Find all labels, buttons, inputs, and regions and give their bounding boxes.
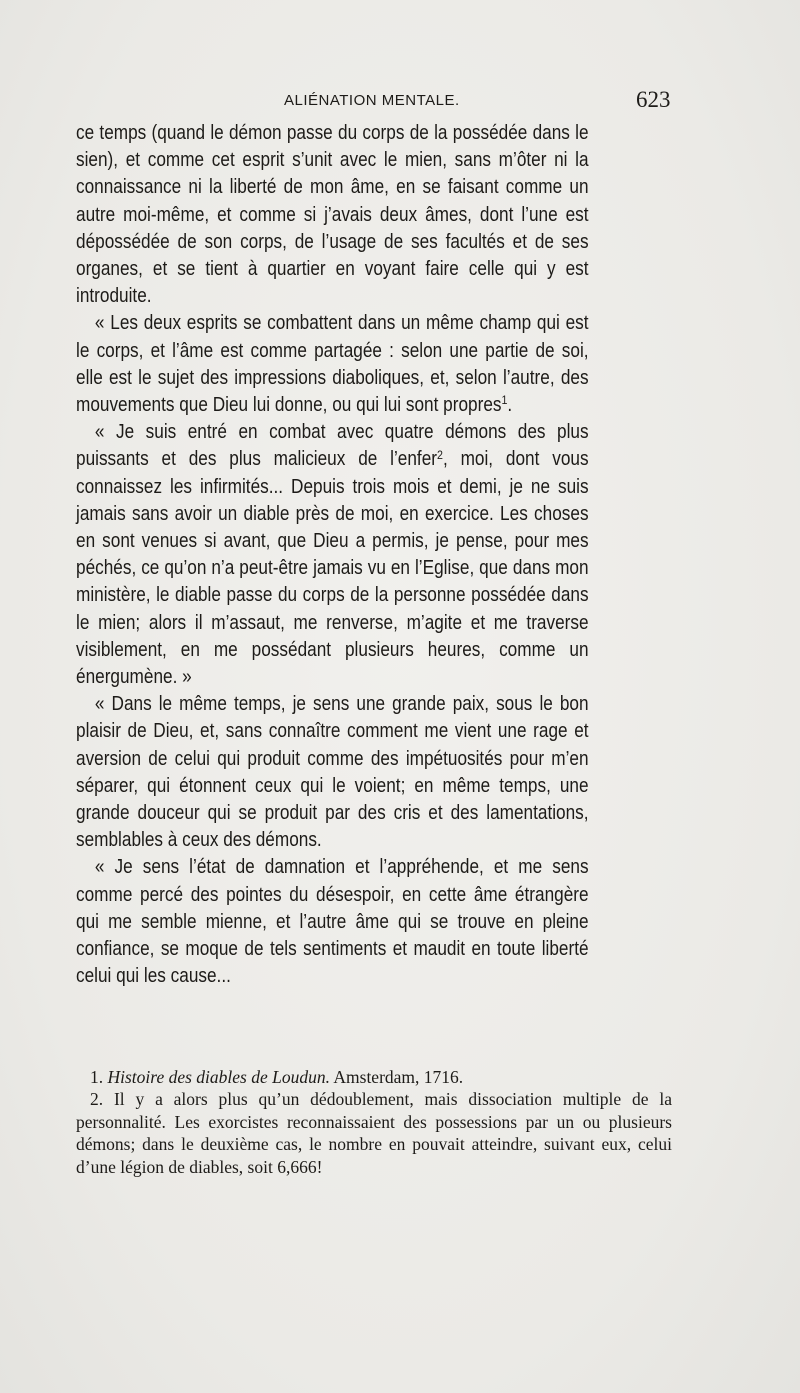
running-header bbox=[0, 86, 800, 116]
paragraph-text: « Dans le même temps, je sens une grande paix, sous le bon plaisir de Dieu, et, sans connaître comment me vient une rage et aversion de celui qui produit comme des impétuosités pour m’en séparer, qui étonnent ceux qui le voient; en même temps, une grande douceur qui se produit par des cris et des lamentations, semblables à ceux des démons. bbox=[76, 693, 589, 852]
paragraph bbox=[76, 120, 589, 310]
footnote-title: Histoire des diables de Loudun. bbox=[107, 1067, 330, 1087]
footnote-reference: 2 bbox=[437, 447, 443, 462]
paragraph-text: ce temps (quand le démon passe du corps de la possédée dans le sien), et comme cet esprit s’unit avec le mien, sans m’ôter ni la connaissance ni la liberté de mon âme, en se faisant comme un autre moi-même, et comme si j’avais deux âmes, dont l’une est dépossédée de son corps, de l’usage de ses facultés et de ses organes, et se tient à quartier en voyant faire celle qui y est introduite. bbox=[76, 122, 589, 308]
paragraph-text: « Les deux esprits se combattent dans un même champ qui est le corps, et l’âme est comme partagée : selon une partie de soi, elle est le sujet des impressions diaboliques, et, selon l’autre, des mouvements que Dieu lui donne, ou qui lui sont propres bbox=[76, 312, 589, 417]
paragraph-text: « Je sens l’état de damnation et l’appréhende, et me sens comme percé des pointes du désespoir, en cette âme étrangère qui me semble mienne, et l’autre âme qui se trouve en pleine confiance, se moque de tels sentiments et maudit en toute liberté celui qui les cause... bbox=[76, 856, 589, 988]
page-number: 623 bbox=[636, 87, 671, 112]
footnote-text: Amsterdam, 1716. bbox=[329, 1067, 464, 1087]
paragraph bbox=[76, 691, 589, 854]
footnotes bbox=[76, 1066, 672, 1178]
paragraph-text: « Je suis entré en combat avec quatre démons des plus puissants et des plus malicieux de l’enfer bbox=[76, 421, 589, 471]
paragraph-text: , moi, dont vous connaissez les infirmités... Depuis trois mois et demi, je ne suis jamais sans avoir un diable près de moi, en exercice. Les choses en sont venues si avant, que Dieu a permis, je pense, pour mes péchés, ce qu’on n’a peut-être jamais vu en l’Eglise, que dans mon ministère, le diable passe du corps de la personne possédée dans le mien; alors il m’assaut, me renverse, m’agite et me traverse visiblement, en me possédant plusieurs heures, comme un énergumène. » bbox=[76, 448, 589, 689]
paragraph bbox=[76, 419, 589, 691]
paragraph bbox=[76, 310, 589, 419]
footnote-reference: 1 bbox=[501, 393, 508, 408]
paragraph-text: . bbox=[507, 394, 513, 417]
paragraph bbox=[76, 854, 589, 990]
footnote-number: 1. bbox=[90, 1067, 104, 1087]
running-title: ALIÉNATION MENTALE. bbox=[284, 92, 460, 109]
footnote-text: Il y a alors plus qu’un dédoublement, mais dissociation multiple de la personnalité. Les exorcistes reconnaissaient des possessions par un ou plusieurs démons; dans le deuxième cas, le nombre en pouvait atteindre, suivant eux, celui d’une légion de diables, soit 6,666! bbox=[76, 1089, 672, 1177]
footnote bbox=[76, 1088, 672, 1178]
footnote-number: 2. bbox=[90, 1089, 104, 1110]
footnote bbox=[76, 1066, 672, 1088]
main-text bbox=[76, 120, 589, 991]
